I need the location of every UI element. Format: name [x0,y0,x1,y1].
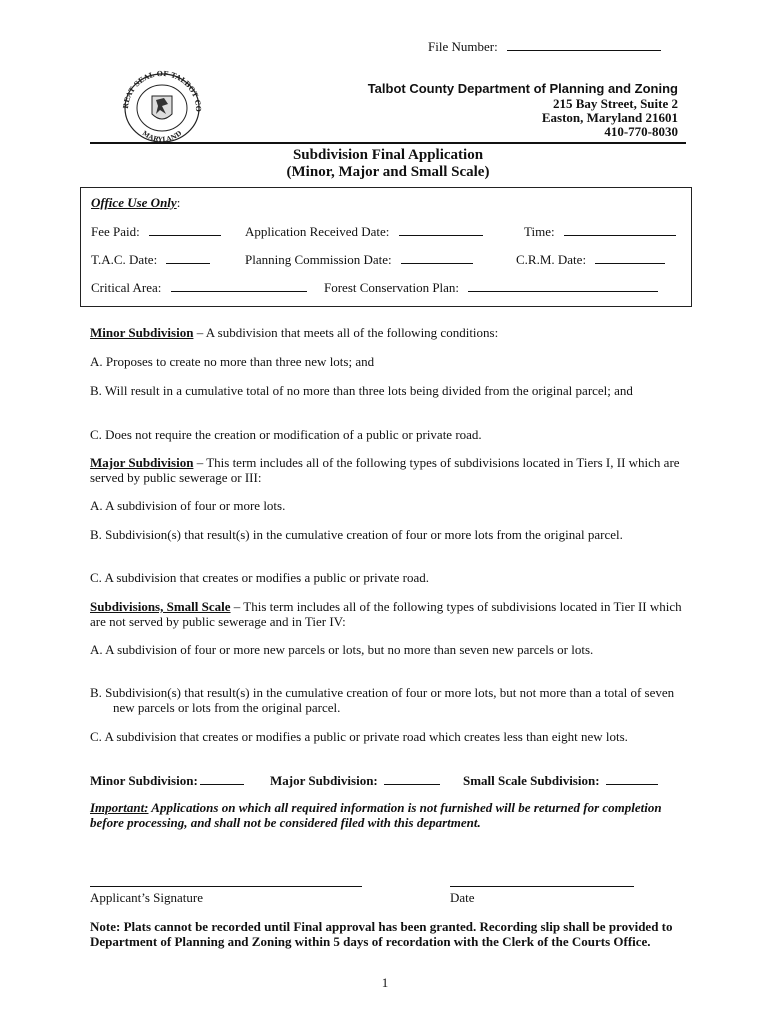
small-definition-text: – This term includes all of the following types of subdivisions located in Tier II which are not served by public sewerage and in Tier IV: [90,599,682,629]
major-select-field[interactable] [384,772,440,785]
major-select-row [270,772,440,788]
minor-select-field[interactable] [200,772,244,785]
tac-date-row [91,251,210,267]
signature-label: Applicant’s Signature [90,890,204,905]
seal-bottom-text: MARYLAND [140,129,184,144]
fee-paid-row [91,223,221,239]
tac-date-label: T.A.C. Date: [91,252,158,267]
office-use-colon: : [176,195,181,210]
minor-select-row [90,772,244,788]
small-item-a: A. A subdivision of four or more new parcels or lots, but no more than seven new parcels or lots. [90,642,594,657]
county-seal [112,70,212,146]
pc-date-row [245,251,473,267]
forest-plan-field[interactable] [468,279,658,292]
department-name: Talbot County Department of Planning and Zoning [367,81,678,96]
fee-paid-field[interactable] [149,223,221,236]
page-title: Subdivision Final Application [292,147,484,163]
date-label: Date [450,890,475,905]
minor-item-c: C. Does not require the creation or modification of a public or private road. [90,427,482,442]
major-item-a: A. A subdivision of four or more lots. [90,498,286,513]
address-line-2: Easton, Maryland 21601 [541,110,678,125]
small-definition [90,599,686,629]
pc-date-field[interactable] [401,251,473,264]
time-field[interactable] [564,223,676,236]
seal-top-text: REAT SEAL OF TALBOT CO [120,70,204,112]
county-seal-graphic [112,70,212,146]
minor-definition [90,325,686,340]
small-item-c: C. A subdivision that creates or modifies a public or private road which creates less than eight new lots. [90,729,628,744]
major-definition-text: – This term includes all of the following types of subdivisions located in Tiers I, II which are served by public sewerage or III: [90,455,680,485]
tac-date-field[interactable] [166,251,210,264]
app-received-label: Application Received Date: [245,224,390,239]
major-term: Major Subdivision [90,455,194,470]
file-number-field[interactable] [507,38,661,51]
pc-date-label: Planning Commission Date: [245,252,392,267]
app-received-field[interactable] [399,223,483,236]
fee-paid-label: Fee Paid: [91,224,140,239]
important-label: Important: [90,800,149,815]
recording-note: Note: Plats cannot be recorded until Final approval has been granted. Recording slip shall be provided to Department of Planning and Zoning within 5 days of recordation with the Clerk of the Courts Office. [90,919,673,949]
page-number: 1 [381,975,389,990]
app-received-row [245,223,483,239]
minor-term: Minor Subdivision [90,325,194,340]
address-line-1: 215 Bay Street, Suite 2 [552,96,678,111]
page-subtitle: (Minor, Major and Small Scale) [286,164,490,180]
file-number-label: File Number: [428,39,498,54]
minor-definition-text: – A subdivision that meets all of the following conditions: [193,325,499,340]
office-use-heading [91,195,180,210]
small-select-row [463,772,658,788]
minor-item-a: A. Proposes to create no more than three new lots; and [90,354,375,369]
important-text: Applications on which all required information is not furnished will be returned for completion before processing, and shall not be considered filed with this department. [90,800,662,830]
critical-area-field[interactable] [171,279,307,292]
signature-line[interactable] [90,886,362,887]
small-term: Subdivisions, Small Scale [90,599,231,614]
crm-date-label: C.R.M. Date: [516,252,587,267]
time-label: Time: [524,224,555,239]
major-item-c: C. A subdivision that creates or modifies a public or private road. [90,570,430,585]
small-select-label: Small Scale Subdivision: [463,773,600,788]
crm-date-row [516,251,665,267]
forest-plan-label: Forest Conservation Plan: [324,280,460,295]
forest-plan-row [324,279,658,295]
phone-number: 410-770-8030 [604,124,678,139]
small-item-b: B. Subdivision(s) that result(s) in the cumulative creation of four or more lots, but not more than a total of seven new parcels or lots from the original parcel. [90,685,675,715]
office-use-title: Office Use Only [91,195,177,210]
major-select-label: Major Subdivision: [270,773,378,788]
critical-area-row [91,279,307,295]
important-notice [90,800,686,830]
minor-select-label: Minor Subdivision: [90,773,198,788]
header-divider [90,142,686,144]
major-item-b: B. Subdivision(s) that result(s) in the cumulative creation of four or more lots from the original parcel. [90,527,623,542]
major-definition [90,455,686,485]
critical-area-label: Critical Area: [91,280,162,295]
time-row [524,223,676,239]
crm-date-field[interactable] [595,251,665,264]
minor-item-b: B. Will result in a cumulative total of no more than three lots being divided from the original parcel; and [90,383,633,398]
file-number-row [428,38,661,54]
date-line[interactable] [450,886,634,887]
small-select-field[interactable] [606,772,658,785]
